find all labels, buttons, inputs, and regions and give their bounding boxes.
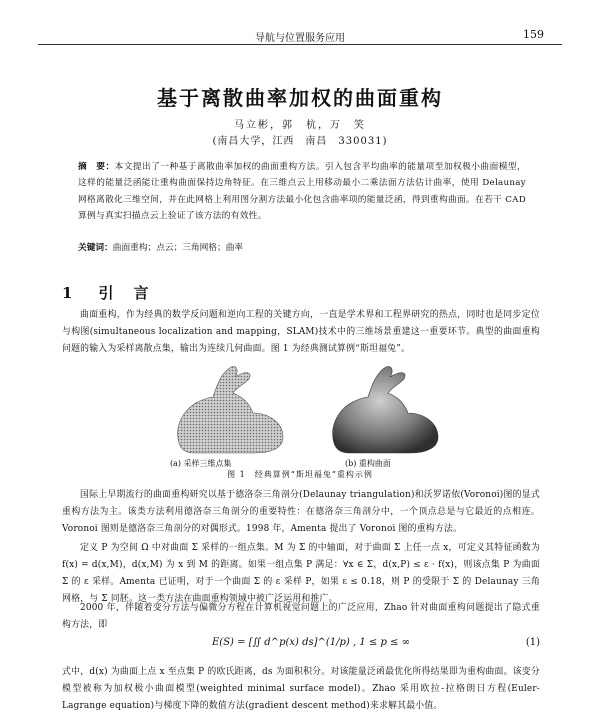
paragraph-variational: 2000 年，伴随着变分方法与偏微分方程在计算机视觉问题上的广泛应用，Zhao 针对曲面重构问题提出了隐式重构方法，即 bbox=[62, 603, 540, 630]
equation-number: (1) bbox=[525, 637, 540, 648]
paragraph-weighted-minimal-surface: 式中，d(x) 为曲面上点 x 至点集 P 的欧氏距离，ds 为面积积分。对该能量泛函最优化所得结果即为重构曲面。该变分模型被称为加权极小曲面模型(weighted minimal surface model)。Zhao 采用欧拉-拉格朗日方程(Euler-Lagrange equation)与梯度下降的数值方法(gradient descent method)来求解其最小值。 bbox=[62, 667, 540, 711]
journal-name: 导航与位置服务应用 bbox=[255, 33, 345, 44]
bunny-point-cloud-image bbox=[165, 363, 295, 458]
affiliation: (南昌大学，江西 南昌 330031) bbox=[212, 136, 388, 147]
keywords-label: 关键词： bbox=[78, 243, 113, 253]
section-heading bbox=[62, 282, 168, 303]
equation-body: E(S) = [∬ d^p(x) ds]^(1/p) , 1 ≤ p ≤ ∞ bbox=[212, 637, 410, 648]
running-header bbox=[38, 28, 562, 45]
abstract bbox=[78, 159, 526, 225]
page-number: 159 bbox=[523, 28, 544, 41]
paper-title: 基于离散曲率加权的曲面重构 bbox=[157, 86, 443, 110]
bunny-reconstructed-surface-image bbox=[320, 363, 450, 458]
abstract-text: 本文提出了一种基于离散曲率加权的曲面重构方法。引入包含平均曲率的能量项至加权极小曲面模型，这样的能量泛函能让重构曲面保持边角特征。在三维点云上用移动最小二乘法面方法估计曲率，使用 Delaunay 网格离散化三维空间，并在此网格上利用图分割方法最小化包含曲率项的能量泛函，得到重构曲面。在若干 CAD 算例与真实扫描点云上验证了该方法的有效性。 bbox=[78, 162, 527, 222]
authors: 马立彬，郭 杭，万 笑 bbox=[234, 120, 366, 131]
figure-subcaption-b: (b) 重构曲面 bbox=[345, 459, 391, 468]
figure-subcaption-a: (a) 采样三维点集 bbox=[170, 459, 232, 468]
keywords-text: 曲面重构；点云；三角网格；曲率 bbox=[112, 243, 244, 253]
figure-1 bbox=[165, 363, 450, 458]
paragraph-definition: 定义 P 为空间 Ω 中对曲面 Σ 采样的一组点集。M 为 Σ 的中轴面，对于曲面 Σ 上任一点 x，可定义其特征函数为 f(x) = d(x,M)，d(x,M) 为 x 到 M 的距离。如果一组点集 P 满足：∀x ∈ Σ，d(x,P) ≤ ε · f(x)，则该点集 P 为曲面 Σ 的 ε 采样。Amenta 已证明，对于一个曲面 Σ 的 ε 采样 P，如果 ε ≤ 0.18，则 P 的受限于 Σ 的 Delaunay 三角网格，与 Σ 同胚。这一类方法在曲面重构领域中被广泛运用和推广。 bbox=[62, 543, 540, 604]
paragraph-intro: 曲面重构，作为经典的数学反问题和逆向工程的关键方向，一直是学术界和工程界研究的热点，同时也是同步定位与构图(simultaneous localization and mapping，SLAM)技术中的三维场景重建这一重要环节。典型的曲面重构问题的输入为采样离散点集，输出为连续几何曲面。图 1 为经典测试算例“斯坦福兔”。 bbox=[62, 310, 540, 354]
keywords bbox=[78, 241, 243, 253]
abstract-label: 摘 要： bbox=[78, 162, 115, 172]
paragraph-delaunay: 国际上早期流行的曲面重构研究以基于德洛奈三角剖分(Delaunay triangulation)和沃罗诺依(Voronoi)图的显式重构方法为主。该类方法利用德洛奈三角剖分的重要特性：在德洛奈三角剖分中，一个顶点总是与它最近的点相连。Voronoi 图则是德洛奈三角剖分的对偶形式。1998 年，Amenta 提出了 Voronoi 图的重构方法。 bbox=[62, 490, 540, 534]
figure-caption: 图 1 经典算例“斯坦福兔”重构示例 bbox=[227, 470, 373, 479]
section-number: 1 bbox=[62, 284, 73, 302]
section-title: 引言 bbox=[98, 284, 169, 302]
